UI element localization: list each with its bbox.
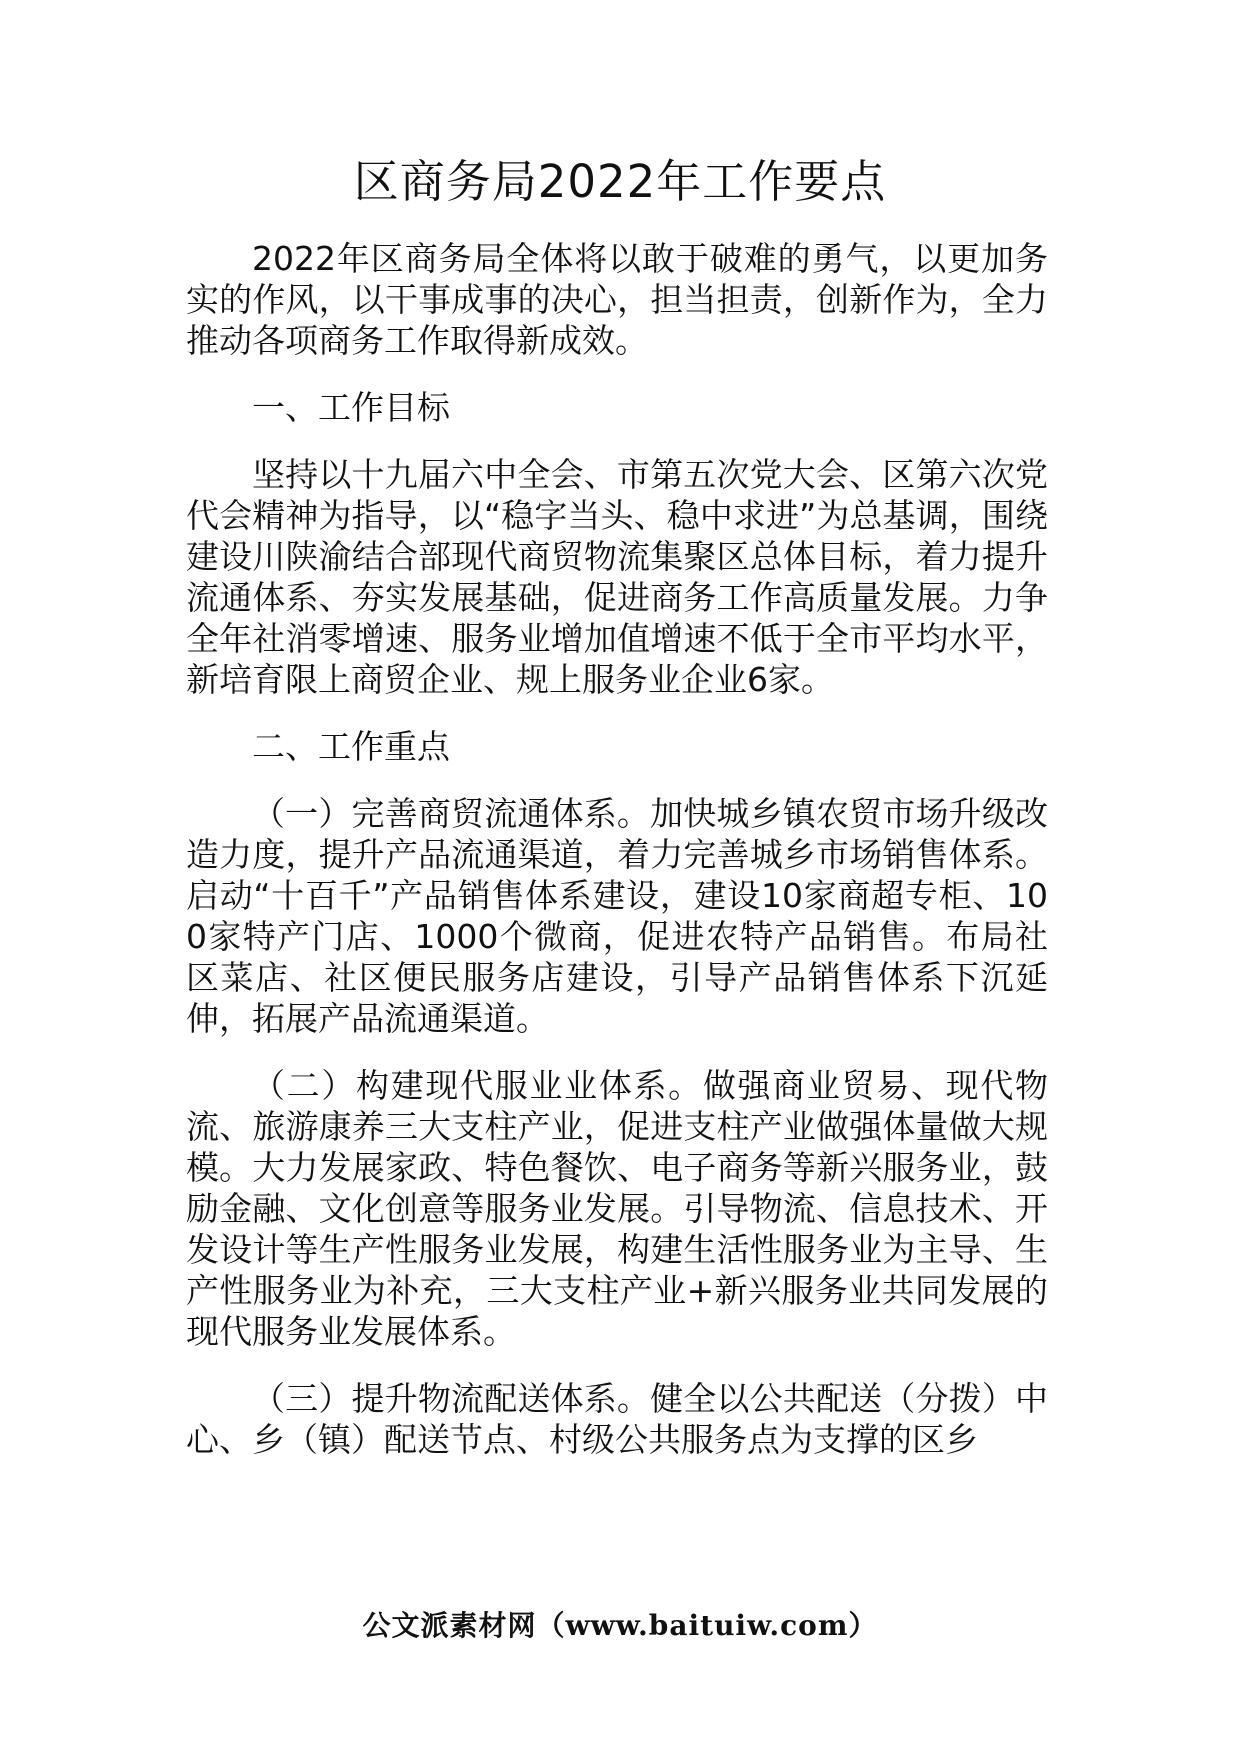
footer-watermark: 公文派素材网（www.baituiw.com）: [362, 1609, 878, 1642]
intro-paragraph: 2022年区商务局全体将以敢于破难的勇气，以更加务实的作风，以干事成事的决心，担当担责，创新作为，全力推动各项商务工作取得新成效。: [186, 239, 1048, 360]
goals-paragraph: 坚持以十九届六中全会、市第五次党大会、区第六次党代会精神为指导，以“稳字当头、稳中求进”为总基调，围绕建设川陕渝结合部现代商贸物流集聚区总体目标，着力提升流通体系、夯实发展基础，促进商务工作高质量发展。力争全年社消零增速、服务业增加值增速不低于全市平均水平，新培育限上商贸企业、规上服务业企业6家。: [186, 455, 1048, 699]
section-heading-goals: 一、工作目标: [252, 388, 450, 427]
priority-item-1: （一）完善商贸流通体系。加快城乡镇农贸市场升级改造力度，提升产品流通渠道，着力完善城乡市场销售体系。启动“十百千”产品销售体系建设，建设10家商超专柜、100家特产门店、1000个微商，促进农特产品销售。布局社区菜店、社区便民服务店建设，引导产品销售体系下沉延伸，拓展产品流通渠道。: [186, 794, 1048, 1038]
document-body: [186, 238, 1048, 1460]
priority-item-3: （三）提升物流配送体系。健全以公共配送（分拨）中心、乡（镇）配送节点、村级公共服务点为支撑的区乡: [186, 1379, 1048, 1459]
document-title: 区商务局2022年工作要点: [353, 155, 887, 208]
priority-item-2: （二）构建现代服业业体系。做强商业贸易、现代物流、旅游康养三大支柱产业，促进支柱产业做强体量做大规模。大力发展家政、特色餐饮、电子商务等新兴服务业，鼓励金融、文化创意等服务业发展。引导物流、信息技术、开发设计等生产性服务业发展，构建生活性服务业为主导、生产性服务业为补充，三大支柱产业+新兴服务业共同发展的现代服务业发展体系。: [186, 1066, 1048, 1351]
section-heading-priorities: 二、工作重点: [252, 727, 450, 766]
